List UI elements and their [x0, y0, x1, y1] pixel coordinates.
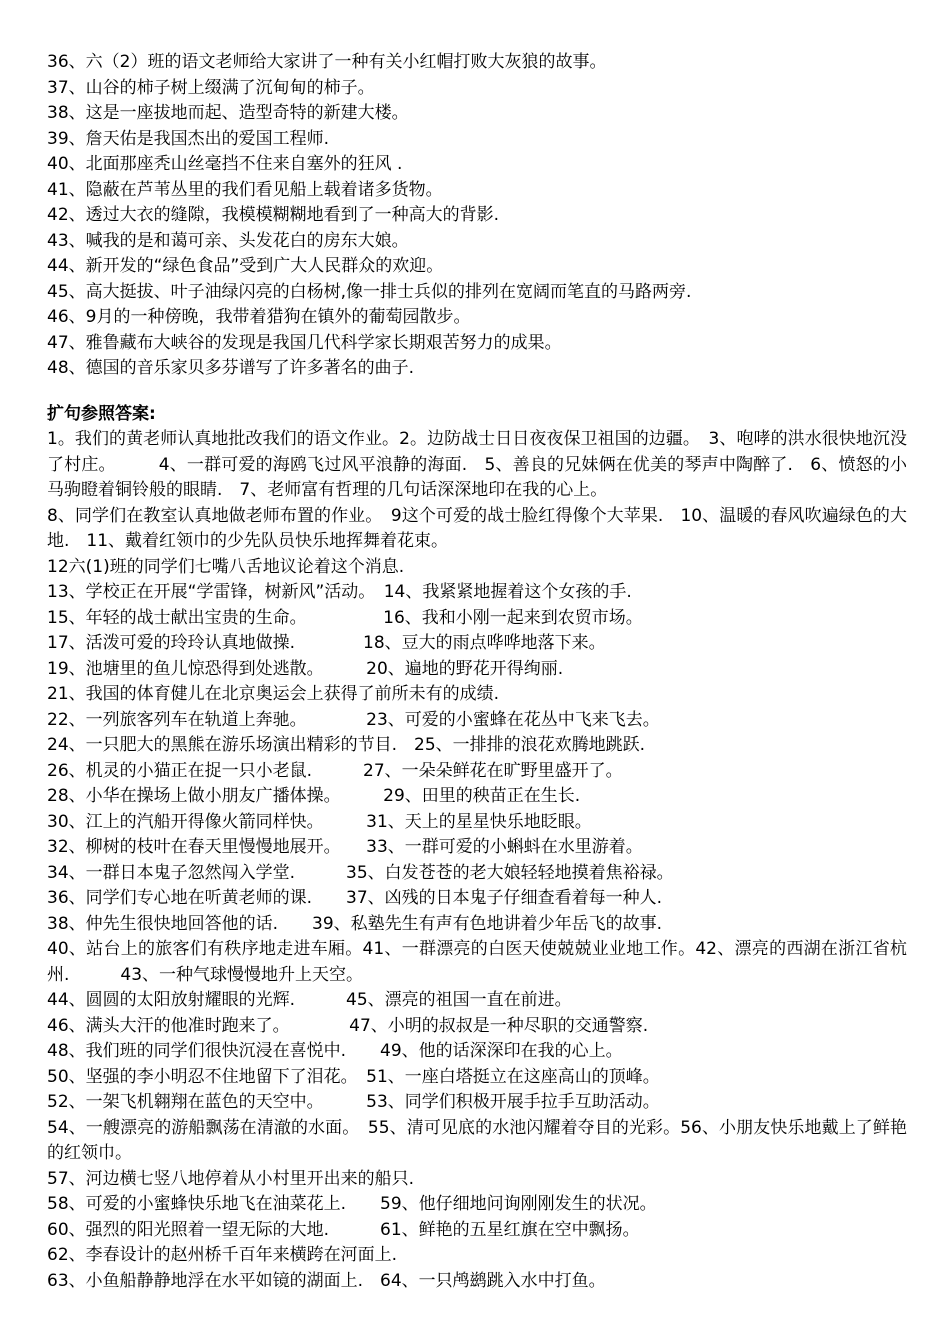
- answer-line: 60、强烈的阳光照着一望无际的大地. 61、鲜艳的五星红旗在空中飘扬。: [47, 1219, 640, 1240]
- answer-line: 22、一列旅客列车在轨道上奔驰。 23、可爱的小蜜蜂在花丛中飞来飞去。: [47, 709, 660, 730]
- answer-line: 34、一群日本鬼子忽然闯入学堂. 35、白发苍苍的老大娘轻轻地摸着焦裕禄。: [47, 862, 674, 883]
- answer-paragraph: 1。我们的黄老师认真地批改我们的语文作业。2。边防战士日日夜夜保卫祖国的边疆。 3、咆哮的洪水很快地沉没了村庄。 4、一群可爱的海鸥飞过风平浪静的海面. 5、善良的兄妹俩在优美的琴声中陶醉了. 6、愤怒的小马驹瞪着铜铃般的眼睛. 7、老师富有哲理的几句话深深地印在我的心上。: [47, 429, 907, 500]
- list-item: 43、喊我的是和蔼可亲、头发花白的房东大娘。: [47, 230, 409, 251]
- answer-paragraph: 8、同学们在教室认真地做老师布置的作业。 9这个可爱的战士脸红得像个大苹果. 10、温暖的春风吹遍绿色的大地. 11、戴着红领巾的少先队员快乐地挥舞着花束。: [47, 505, 907, 551]
- answer-line: 15、年轻的战士献出宝贵的生命。 16、我和小刚一起来到农贸市场。: [47, 607, 643, 628]
- section-heading: 扩句参照答案:: [47, 404, 156, 424]
- answer-line: 52、一架飞机翱翔在蓝色的天空中。 53、同学们积极开展手拉手互助活动。: [47, 1092, 660, 1112]
- answer-line: 28、小华在操场上做小朋友广播体操。 29、田里的秧苗正在生长.: [47, 786, 581, 806]
- answer-line: 12六(1)班的同学们七嘴八舌地议论着这个消息.: [47, 556, 405, 577]
- answer-line: 21、我国的体育健儿在北京奥运会上获得了前所未有的成绩.: [47, 684, 500, 704]
- list-item: 44、新开发的“绿色食品”受到广大人民群众的欢迎。: [47, 256, 444, 276]
- answer-line: 44、圆圆的太阳放射耀眼的光辉. 45、漂亮的祖国一直在前进。: [47, 990, 572, 1010]
- answer-line: 58、可爱的小蜜蜂快乐地飞在油菜花上. 59、他仔细地问询刚刚发生的状况。: [47, 1194, 657, 1214]
- answer-line: 46、满头大汗的他准时跑来了。 47、小明的叔叔是一种尽职的交通警察.: [47, 1015, 649, 1036]
- answer-paragraph: 54、一艘漂亮的游船飘荡在清澈的水面。 55、清可见底的水池闪耀着夺目的光彩。56、小朋友快乐地戴上了鲜艳的红领巾。: [47, 1117, 907, 1163]
- answer-section: [47, 427, 907, 1294]
- answer-line: 24、一只肥大的黑熊在游乐场演出精彩的节目. 25、一排排的浪花欢腾地跳跃.: [47, 735, 646, 755]
- answer-line: 48、我们班的同学们很快沉浸在喜悦中. 49、他的话深深印在我的心上。: [47, 1041, 623, 1061]
- list-item: 36、六（2）班的语文老师给大家讲了一种有关小红帽打败大灰狼的故事。: [47, 52, 607, 72]
- answer-line: 17、活泼可爱的玲玲认真地做操. 18、豆大的雨点哗哗地落下来。: [47, 633, 606, 653]
- answer-line: 63、小鱼船静静地浮在水平如镜的湖面上. 64、一只鸬鹚跳入水中打鱼。: [47, 1270, 606, 1291]
- answer-line: 13、学校正在开展“学雷锋，树新风”活动。 14、我紧紧地握着这个女孩的手.: [47, 582, 632, 602]
- list-item: 38、这是一座拔地而起、造型奇特的新建大楼。: [47, 103, 409, 123]
- answer-line: 30、江上的汽船开得像火箭同样快。 31、天上的星星快乐地眨眼。: [47, 811, 592, 832]
- answer-line: 32、柳树的枝叶在春天里慢慢地展开。 33、一群可爱的小蝌蚪在水里游着。: [47, 837, 643, 857]
- answer-line: 19、池塘里的鱼儿惊恐得到处逃散。 20、遍地的野花开得绚丽.: [47, 658, 564, 679]
- list-item: 40、北面那座秃山丝毫挡不住来自塞外的狂风 .: [47, 154, 403, 174]
- list-item: 41、隐蔽在芦苇丛里的我们看见船上载着诸多货物。: [47, 179, 443, 200]
- list-item: 39、詹天佑是我国杰出的爱国工程师.: [47, 128, 330, 149]
- list-item: 47、雅鲁藏布大峡谷的发现是我国几代科学家长期艰苦努力的成果。: [47, 332, 562, 353]
- list-item: 37、山谷的柿子树上缀满了沉甸甸的柿子。: [47, 77, 375, 98]
- list-item: 48、德国的音乐家贝多芬谱写了许多著名的曲子.: [47, 358, 415, 378]
- answer-line: 38、仲先生很快地回答他的话. 39、私塾先生有声有色地讲着少年岳飞的故事.: [47, 913, 663, 934]
- answer-line: 57、河边横七竖八地停着从小村里开出来的船只.: [47, 1168, 415, 1189]
- answer-paragraph: 40、站台上的旅客们有秩序地走进车厢。41、一群漂亮的白医天使兢兢业业地工作。42、漂亮的西湖在浙江省杭州. 43、一种气球慢慢地升上天空。: [47, 939, 907, 985]
- answer-line: 36、同学们专心地在听黄老师的课. 37、凶残的日本鬼子仔细查看着每一种人.: [47, 888, 663, 908]
- list-item: 46、9月的一种傍晚，我带着猎狗在镇外的葡萄园散步。: [47, 307, 471, 327]
- answer-line: 62、李春设计的赵州桥千百年来横跨在河面上.: [47, 1245, 398, 1265]
- sentence-list: [47, 50, 907, 382]
- answer-line: 26、机灵的小猫正在捉一只小老鼠. 27、一朵朵鲜花在旷野里盛开了。: [47, 760, 623, 781]
- list-item: 45、高大挺拔、叶子油绿闪亮的白杨树,像一排士兵似的排列在宽阔而笔直的马路两旁.: [47, 281, 692, 302]
- list-item: 42、透过大衣的缝隙，我模模糊糊地看到了一种高大的背影.: [47, 205, 500, 225]
- answer-line: 50、坚强的李小明忍不住地留下了泪花。 51、一座白塔挺立在这座高山的顶峰。: [47, 1066, 660, 1087]
